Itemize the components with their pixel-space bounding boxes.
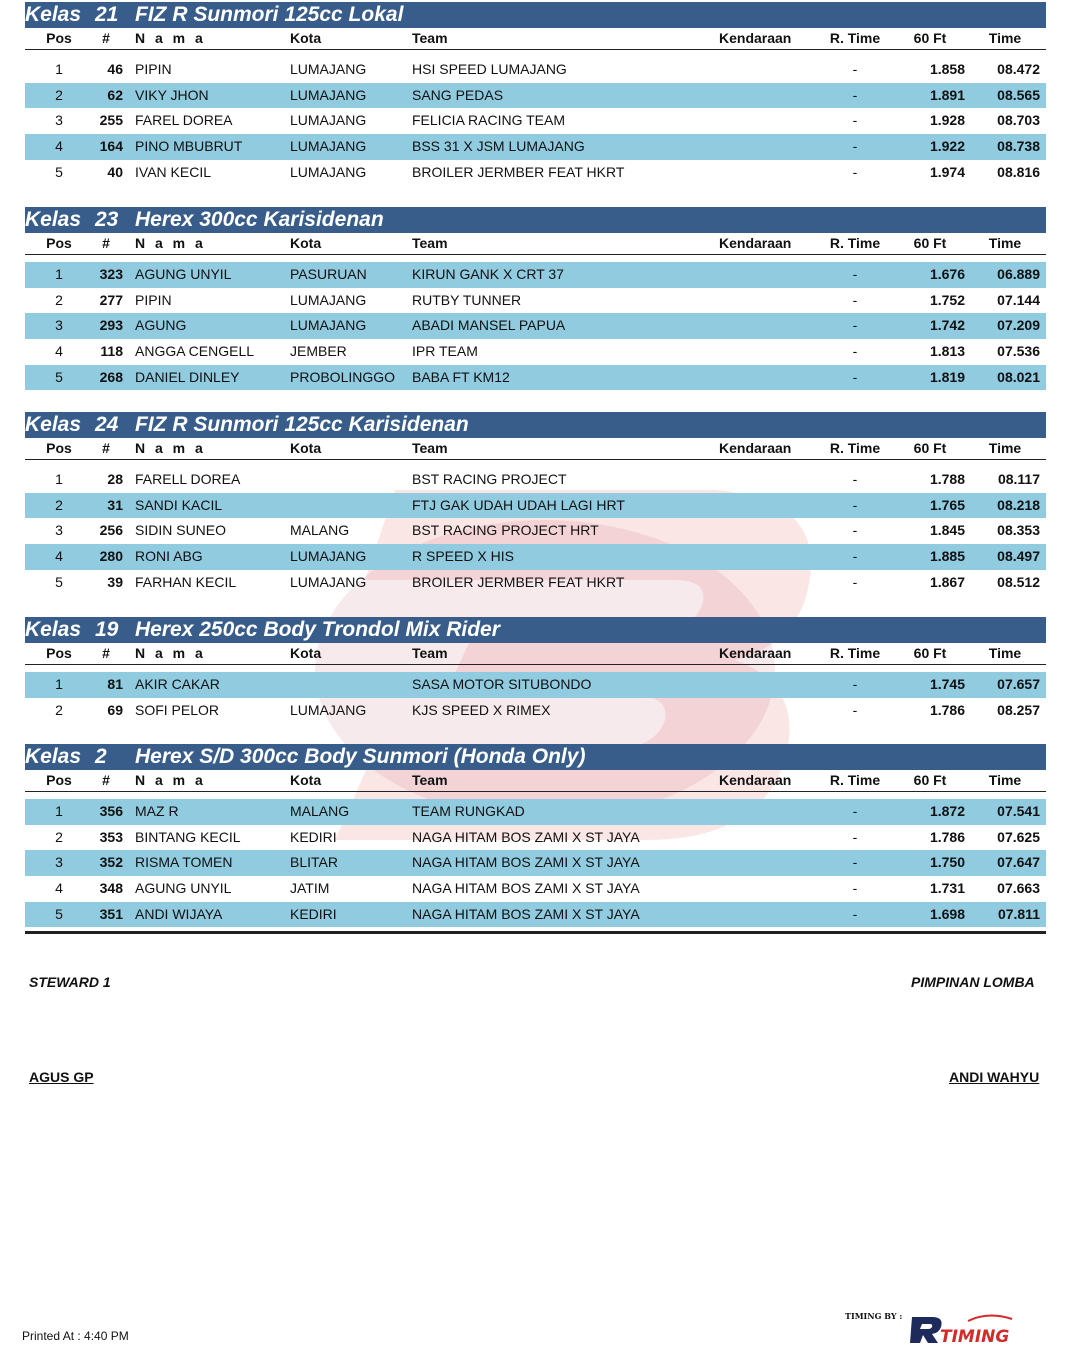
- cell-pos: 5: [55, 905, 63, 922]
- column-header-name: N a m a: [135, 772, 206, 788]
- cell-no: 40: [107, 163, 123, 180]
- class-number: 19: [95, 618, 119, 641]
- cell-time: 08.353: [997, 522, 1040, 539]
- column-header-rtime: R. Time: [829, 645, 881, 661]
- column-header-name: N a m a: [135, 235, 206, 251]
- cell-rtime: -: [852, 317, 858, 334]
- cell-rtime: -: [852, 163, 858, 180]
- steward-title: STEWARD 1: [29, 974, 111, 990]
- cell-rtime: -: [852, 905, 858, 922]
- cell-time: 08.565: [997, 86, 1040, 103]
- cell-no: 31: [107, 496, 123, 513]
- column-header-time: Time: [988, 772, 1022, 788]
- class-title-bar: [25, 744, 1046, 770]
- cell-no: 280: [99, 548, 123, 565]
- cell-kota: LUMAJANG: [290, 86, 367, 103]
- class-number: 23: [95, 208, 119, 231]
- class-title: Herex 250cc Body Trondol Mix Rider: [135, 618, 500, 641]
- cell-time: 07.144: [997, 291, 1040, 308]
- column-header-no: #: [102, 440, 110, 456]
- class-title-bar: [25, 412, 1046, 438]
- column-header-time: Time: [988, 235, 1022, 251]
- column-header-team: Team: [412, 440, 448, 456]
- cell-ft60: 1.819: [929, 368, 965, 385]
- cell-time: 08.512: [997, 573, 1040, 590]
- cell-name: PIPIN: [135, 61, 172, 77]
- cell-ft60: 1.845: [929, 522, 965, 539]
- cell-no: 256: [99, 522, 123, 539]
- cell-no: 255: [99, 112, 123, 129]
- column-header-ft60: 60 Ft: [913, 772, 947, 788]
- cell-name: RONI ABG: [135, 548, 203, 565]
- cell-kota: PROBOLINGGO: [290, 368, 396, 385]
- cell-team: FELICIA RACING TEAM: [412, 112, 565, 129]
- column-header-pos: Pos: [46, 30, 72, 46]
- cell-rtime: -: [852, 61, 858, 77]
- column-header-kota: Kota: [290, 235, 322, 251]
- column-header-kendaraan: Kendaraan: [719, 235, 792, 251]
- cell-no: 81: [107, 676, 123, 692]
- cell-team: IPR TEAM: [412, 343, 478, 360]
- column-header-ft60: 60 Ft: [913, 440, 947, 456]
- column-header-pos: Pos: [46, 645, 72, 661]
- cell-ft60: 1.676: [929, 266, 965, 282]
- cell-time: 08.117: [997, 471, 1040, 487]
- class-label: Kelas: [25, 3, 82, 26]
- cell-kota: LUMAJANG: [290, 548, 367, 565]
- cell-name: MAZ R: [135, 803, 179, 819]
- cell-ft60: 1.786: [929, 701, 965, 718]
- cell-time: 07.625: [997, 828, 1040, 845]
- rtiming-logo-icon: [908, 1313, 1028, 1345]
- table-row: [25, 493, 1046, 519]
- cell-ft60: 1.731: [929, 880, 965, 897]
- column-header-time: Time: [988, 30, 1022, 46]
- cell-time: 08.816: [997, 163, 1040, 180]
- cell-time: 08.021: [997, 368, 1040, 385]
- bottom-rule: [25, 931, 1046, 934]
- table-row: [25, 799, 1046, 825]
- class-title: FIZ R Sunmori 125cc Karisidenan: [135, 413, 469, 436]
- cell-team: SANG PEDAS: [412, 86, 504, 103]
- class-number: 2: [95, 745, 107, 768]
- cell-kota: LUMAJANG: [290, 573, 367, 590]
- class-title: Herex 300cc Karisidenan: [135, 208, 384, 231]
- cell-kota: BLITAR: [290, 854, 338, 871]
- table-row: [25, 850, 1046, 876]
- cell-kota: LUMAJANG: [290, 317, 367, 334]
- cell-rtime: -: [852, 471, 858, 487]
- column-header-rtime: R. Time: [829, 440, 881, 456]
- table-row: [25, 518, 1046, 544]
- column-header-pos: Pos: [46, 772, 72, 788]
- cell-rtime: -: [852, 803, 858, 819]
- cell-ft60: 1.750: [929, 854, 965, 871]
- class-section: [25, 207, 1046, 412]
- cell-team: SASA MOTOR SITUBONDO: [412, 676, 592, 692]
- cell-kota: LUMAJANG: [290, 701, 367, 718]
- column-header-team: Team: [412, 645, 448, 661]
- cell-rtime: -: [852, 343, 858, 360]
- cell-team: KIRUN GANK X CRT 37: [412, 266, 564, 282]
- class-title-bar: [25, 207, 1046, 233]
- column-header-no: #: [102, 772, 110, 788]
- cell-team: BROILER JERMBER FEAT HKRT: [412, 163, 625, 180]
- table-row: [25, 313, 1046, 339]
- class-title-bar: [25, 617, 1046, 643]
- cell-pos: 4: [55, 343, 63, 360]
- cell-team: ABADI MANSEL PAPUA: [412, 317, 566, 334]
- column-header-name: N a m a: [135, 645, 206, 661]
- cell-no: 28: [107, 471, 123, 487]
- table-row: [25, 467, 1046, 493]
- cell-kota: LUMAJANG: [290, 291, 367, 308]
- column-header-name: N a m a: [135, 30, 206, 46]
- cell-ft60: 1.765: [929, 496, 965, 513]
- cell-kota: KEDIRI: [290, 905, 337, 922]
- cell-no: 293: [99, 317, 123, 334]
- cell-pos: 2: [55, 701, 63, 718]
- table-row: [25, 160, 1046, 186]
- cell-pos: 1: [55, 803, 63, 819]
- cell-rtime: -: [852, 291, 858, 308]
- class-section: [25, 2, 1046, 207]
- table-row: [25, 876, 1046, 902]
- column-header-kota: Kota: [290, 30, 322, 46]
- cell-ft60: 1.891: [929, 86, 965, 103]
- cell-no: 323: [99, 266, 123, 282]
- class-section: [25, 617, 1046, 744]
- cell-team: TEAM RUNGKAD: [412, 803, 525, 819]
- table-row: [25, 365, 1046, 391]
- table-row: [25, 544, 1046, 570]
- class-label: Kelas: [25, 413, 82, 436]
- column-header-kendaraan: Kendaraan: [719, 30, 792, 46]
- cell-no: 118: [100, 343, 123, 360]
- column-header-ft60: 60 Ft: [913, 30, 947, 46]
- cell-team: R SPEED X HIS: [412, 548, 514, 565]
- column-header-kota: Kota: [290, 440, 322, 456]
- cell-pos: 3: [55, 522, 63, 539]
- cell-ft60: 1.742: [929, 317, 965, 334]
- table-header: [25, 28, 1046, 50]
- column-header-kota: Kota: [290, 645, 322, 661]
- column-header-kendaraan: Kendaraan: [719, 772, 792, 788]
- cell-no: 62: [107, 86, 123, 103]
- cell-team: BST RACING PROJECT: [412, 471, 567, 487]
- cell-pos: 4: [55, 548, 63, 565]
- table-header: [25, 770, 1046, 792]
- cell-team: BROILER JERMBER FEAT HKRT: [412, 573, 625, 590]
- cell-ft60: 1.752: [929, 291, 965, 308]
- cell-ft60: 1.788: [929, 471, 965, 487]
- cell-name: DANIEL DINLEY: [135, 368, 240, 385]
- table-row: [25, 825, 1046, 851]
- table-header: [25, 438, 1046, 460]
- cell-ft60: 1.872: [929, 803, 965, 819]
- cell-no: 46: [107, 61, 123, 77]
- cell-kota: LUMAJANG: [290, 163, 367, 180]
- cell-kota: JEMBER: [290, 343, 347, 360]
- table-row: [25, 262, 1046, 288]
- table-row: [25, 698, 1046, 724]
- cell-rtime: -: [852, 573, 858, 590]
- cell-rtime: -: [852, 676, 858, 692]
- cell-rtime: -: [852, 368, 858, 385]
- column-header-team: Team: [412, 772, 448, 788]
- class-number: 21: [95, 3, 119, 26]
- column-header-rtime: R. Time: [829, 235, 881, 251]
- cell-pos: 1: [55, 676, 63, 692]
- cell-ft60: 1.745: [929, 676, 965, 692]
- results-document: [25, 2, 1046, 949]
- class-label: Kelas: [25, 618, 82, 641]
- cell-team: HSI SPEED LUMAJANG: [412, 61, 567, 77]
- cell-name: VIKY JHON: [135, 86, 209, 103]
- cell-ft60: 1.922: [929, 138, 965, 155]
- cell-pos: 3: [55, 112, 63, 129]
- cell-rtime: -: [852, 522, 858, 539]
- cell-rtime: -: [852, 138, 858, 155]
- table-row: [25, 672, 1046, 698]
- cell-time: 08.472: [997, 61, 1040, 77]
- column-header-kota: Kota: [290, 772, 322, 788]
- cell-no: 69: [107, 701, 123, 718]
- cell-rtime: -: [852, 701, 858, 718]
- cell-time: 08.703: [997, 112, 1040, 129]
- table-header: [25, 643, 1046, 665]
- cell-pos: 5: [55, 573, 63, 590]
- column-header-no: #: [102, 235, 110, 251]
- cell-team: NAGA HITAM BOS ZAMI X ST JAYA: [412, 828, 640, 845]
- column-header-ft60: 60 Ft: [913, 235, 947, 251]
- class-label: Kelas: [25, 208, 82, 231]
- table-row: [25, 570, 1046, 596]
- cell-pos: 2: [55, 291, 63, 308]
- cell-no: 39: [107, 573, 123, 590]
- cell-rtime: -: [852, 112, 858, 129]
- cell-kota: KEDIRI: [290, 828, 337, 845]
- table-row: [25, 134, 1046, 160]
- cell-name: SIDIN SUNEO: [135, 522, 227, 539]
- cell-time: 08.497: [997, 548, 1040, 565]
- class-title-bar: [25, 2, 1046, 28]
- printed-at: Printed At : 4:40 PM: [22, 1329, 129, 1343]
- cell-team: BABA FT KM12: [412, 368, 510, 385]
- cell-kota: MALANG: [290, 522, 350, 539]
- cell-ft60: 1.813: [929, 343, 965, 360]
- steward-name: AGUS GP: [29, 1069, 94, 1085]
- table-row: [25, 902, 1046, 928]
- cell-kota: PASURUAN: [290, 266, 367, 282]
- cell-team: NAGA HITAM BOS ZAMI X ST JAYA: [412, 854, 640, 871]
- cell-ft60: 1.858: [929, 61, 965, 77]
- cell-pos: 2: [55, 86, 63, 103]
- cell-team: BSS 31 X JSM LUMAJANG: [412, 138, 585, 155]
- cell-name: ANGGA CENGELL: [135, 343, 255, 360]
- column-header-team: Team: [412, 235, 448, 251]
- cell-time: 07.541: [997, 803, 1040, 819]
- class-section: [25, 744, 1046, 949]
- cell-no: 277: [99, 291, 123, 308]
- cell-team: FTJ GAK UDAH UDAH LAGI HRT: [412, 496, 625, 513]
- race-director-name: ANDI WAHYU: [949, 1069, 1040, 1085]
- svg-text:TIMING: TIMING: [940, 1327, 1010, 1345]
- cell-pos: 2: [55, 496, 63, 513]
- cell-rtime: -: [852, 266, 858, 282]
- cell-rtime: -: [852, 828, 858, 845]
- column-header-rtime: R. Time: [829, 30, 881, 46]
- race-director-title: PIMPINAN LOMBA: [911, 974, 1035, 990]
- cell-time: 08.257: [997, 701, 1040, 718]
- cell-kota: LUMAJANG: [290, 112, 367, 129]
- cell-pos: 4: [55, 138, 63, 155]
- cell-time: 07.657: [997, 676, 1040, 692]
- cell-time: 07.647: [997, 854, 1040, 871]
- cell-time: 07.811: [997, 905, 1040, 922]
- cell-no: 356: [99, 803, 123, 819]
- class-title: Herex S/D 300cc Body Sunmori (Honda Only): [135, 745, 586, 768]
- class-number: 24: [95, 413, 119, 436]
- cell-rtime: -: [852, 548, 858, 565]
- cell-time: 07.209: [997, 317, 1040, 334]
- cell-name: AGUNG UNYIL: [135, 266, 232, 282]
- column-header-time: Time: [988, 440, 1022, 456]
- cell-kota: LUMAJANG: [290, 138, 367, 155]
- cell-name: FARELL DOREA: [135, 471, 241, 487]
- cell-rtime: -: [852, 854, 858, 871]
- cell-no: 353: [99, 828, 123, 845]
- table-row: [25, 288, 1046, 314]
- class-title: FIZ R Sunmori 125cc Lokal: [135, 3, 404, 26]
- cell-pos: 1: [55, 471, 63, 487]
- cell-pos: 3: [55, 854, 63, 871]
- cell-team: BST RACING PROJECT HRT: [412, 522, 599, 539]
- cell-pos: 1: [55, 61, 63, 77]
- timing-by-label: TIMING BY :: [845, 1311, 903, 1321]
- cell-pos: 4: [55, 880, 63, 897]
- cell-time: 07.536: [997, 343, 1040, 360]
- cell-name: PINO MBUBRUT: [135, 138, 243, 155]
- column-header-kendaraan: Kendaraan: [719, 645, 792, 661]
- cell-name: AKIR CAKAR: [135, 676, 220, 692]
- cell-name: AGUNG UNYIL: [135, 880, 232, 897]
- cell-no: 348: [99, 880, 123, 897]
- cell-pos: 1: [55, 266, 63, 282]
- column-header-ft60: 60 Ft: [913, 645, 947, 661]
- table-row: [25, 339, 1046, 365]
- table-row: [25, 108, 1046, 134]
- cell-rtime: -: [852, 86, 858, 103]
- cell-pos: 5: [55, 368, 63, 385]
- cell-team: KJS SPEED X RIMEX: [412, 701, 551, 718]
- cell-time: 08.738: [997, 138, 1040, 155]
- class-label: Kelas: [25, 745, 82, 768]
- column-header-kendaraan: Kendaraan: [719, 440, 792, 456]
- cell-team: NAGA HITAM BOS ZAMI X ST JAYA: [412, 880, 640, 897]
- cell-kota: JATIM: [290, 880, 330, 897]
- cell-ft60: 1.786: [929, 828, 965, 845]
- table-header: [25, 233, 1046, 255]
- cell-no: 164: [99, 138, 123, 155]
- cell-no: 351: [99, 905, 123, 922]
- cell-team: NAGA HITAM BOS ZAMI X ST JAYA: [412, 905, 640, 922]
- cell-name: FARHAN KECIL: [135, 573, 237, 590]
- cell-rtime: -: [852, 880, 858, 897]
- cell-name: SOFI PELOR: [135, 701, 220, 718]
- cell-ft60: 1.928: [929, 112, 965, 129]
- cell-name: ANDI WIJAYA: [135, 905, 223, 922]
- cell-rtime: -: [852, 496, 858, 513]
- cell-ft60: 1.698: [929, 905, 965, 922]
- column-header-time: Time: [988, 645, 1022, 661]
- cell-team: RUTBY TUNNER: [412, 291, 522, 308]
- cell-pos: 3: [55, 317, 63, 334]
- cell-name: AGUNG: [135, 317, 187, 334]
- cell-ft60: 1.867: [929, 573, 965, 590]
- column-header-no: #: [102, 30, 110, 46]
- cell-pos: 5: [55, 163, 63, 180]
- table-row: [25, 83, 1046, 109]
- column-header-no: #: [102, 645, 110, 661]
- cell-name: RISMA TOMEN: [135, 854, 233, 871]
- cell-no: 268: [99, 368, 123, 385]
- column-header-pos: Pos: [46, 440, 72, 456]
- table-row: [25, 57, 1046, 83]
- cell-pos: 2: [55, 828, 63, 845]
- cell-name: BINTANG KECIL: [135, 828, 241, 845]
- cell-name: IVAN KECIL: [135, 163, 211, 180]
- cell-ft60: 1.974: [929, 163, 965, 180]
- cell-ft60: 1.885: [929, 548, 965, 565]
- cell-kota: MALANG: [290, 803, 350, 819]
- cell-name: PIPIN: [135, 291, 172, 308]
- cell-time: 08.218: [997, 496, 1040, 513]
- cell-name: SANDI KACIL: [135, 496, 223, 513]
- cell-name: FAREL DOREA: [135, 112, 233, 129]
- class-section: [25, 412, 1046, 617]
- column-header-rtime: R. Time: [829, 772, 881, 788]
- column-header-name: N a m a: [135, 440, 206, 456]
- column-header-team: Team: [412, 30, 448, 46]
- cell-time: 07.663: [997, 880, 1040, 897]
- column-header-pos: Pos: [46, 235, 72, 251]
- cell-time: 06.889: [997, 266, 1040, 282]
- cell-no: 352: [99, 854, 123, 871]
- cell-kota: LUMAJANG: [290, 61, 367, 77]
